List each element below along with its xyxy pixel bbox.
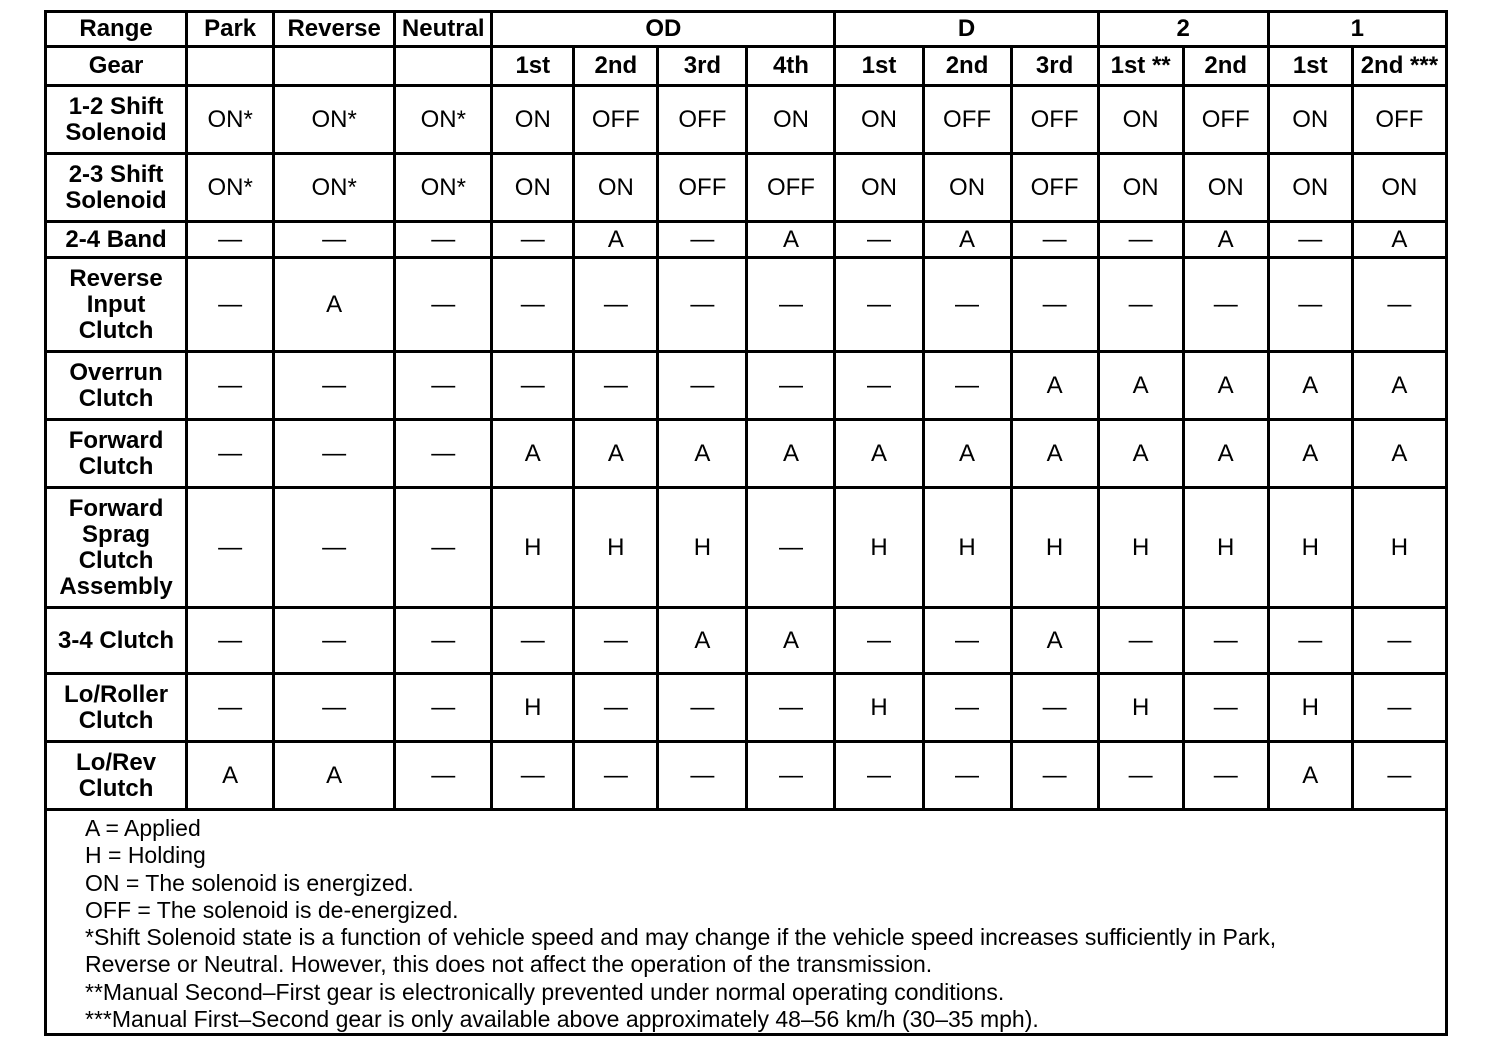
gear-cell: 1st [835,47,923,86]
notes-row [46,810,1447,1035]
table-cell: — [274,420,395,488]
table-cell: A [1268,352,1352,420]
note-line: ***Manual First–Second gear is only available above approximately 48–56 km/h (30–35 mph). [85,1006,1039,1033]
table-cell: — [1098,608,1183,674]
table-cell: — [1352,258,1446,352]
table-cell: OFF [658,154,747,222]
table-cell: — [923,352,1011,420]
table-row [46,674,1447,742]
table-cell: — [492,742,574,810]
table-cell: — [923,742,1011,810]
note-line: *Shift Solenoid state is a function of vehicle speed and may change if the vehicle speed increases sufficiently in Park, [85,924,1277,951]
table-cell: — [1352,742,1446,810]
table-cell: — [187,674,274,742]
table-cell: H [1352,488,1446,608]
table-cell: OFF [658,86,747,154]
table-cell: — [835,352,923,420]
table-cell: H [1268,488,1352,608]
table-cell: A [274,742,395,810]
table-cell: — [747,674,835,742]
table-cell: — [923,674,1011,742]
table-cell: — [574,352,658,420]
table-cell: A [747,222,835,258]
table-cell: A [1011,608,1098,674]
table-cell: A [1098,352,1183,420]
table-cell: — [1098,258,1183,352]
gear-cell: 2nd [1183,47,1268,86]
table-cell: A [658,420,747,488]
gear-cell: 2nd [923,47,1011,86]
table-cell: H [923,488,1011,608]
table-cell: — [274,608,395,674]
range-neutral: Neutral [395,12,492,47]
note-line: **Manual Second–First gear is electronically prevented under normal operating conditions. [85,978,1005,1005]
table-cell: — [1011,222,1098,258]
table-cell: — [395,608,492,674]
note-line: OFF = The solenoid is de-energized. [85,896,459,923]
row-label: 3-4 Clutch [46,608,187,674]
table-cell: — [187,258,274,352]
table-cell: A [274,258,395,352]
table-cell: — [395,674,492,742]
table-cell: A [1011,352,1098,420]
table-cell: ON [574,154,658,222]
table-cell: A [1268,742,1352,810]
table-cell: ON [923,154,1011,222]
table-cell: — [747,352,835,420]
table-cell: — [274,488,395,608]
transmission-apply-chart [44,10,1448,1036]
table-cell: ON [747,86,835,154]
table-cell: — [187,420,274,488]
row-label: Forward Clutch [46,420,187,488]
table-cell: — [1098,222,1183,258]
gear-cell: 1st [1268,47,1352,86]
table-cell: — [747,488,835,608]
table-cell: — [658,742,747,810]
table-cell: OFF [1011,86,1098,154]
table-row [46,352,1447,420]
row-label: Lo/Roller Clutch [46,674,187,742]
table-cell: ON* [187,86,274,154]
table-cell: ON [1352,154,1446,222]
table-cell: A [1183,222,1268,258]
table-cell: A [747,608,835,674]
table-cell: — [187,608,274,674]
table-cell: — [835,608,923,674]
table-cell: — [658,352,747,420]
table-row [46,742,1447,810]
table-cell: — [395,420,492,488]
range-od: OD [492,12,835,47]
table-cell: — [923,258,1011,352]
table-cell: H [658,488,747,608]
table-cell: — [1352,674,1446,742]
note-line: ON = The solenoid is energized. [85,869,414,896]
table-cell: H [492,674,574,742]
range-header-row [46,12,1447,47]
table-cell: — [395,742,492,810]
table-cell: — [187,488,274,608]
table-cell: — [658,222,747,258]
table-cell: A [747,420,835,488]
table-cell: — [658,258,747,352]
table-cell: — [747,742,835,810]
table-cell: — [492,258,574,352]
gear-cell: 3rd [1011,47,1098,86]
gear-cell [274,47,395,86]
table-cell: ON [1268,86,1352,154]
table-cell: A [923,222,1011,258]
table-cell: — [187,222,274,258]
note-line: Reverse or Neutral. However, this does not affect the operation of the transmission. [85,951,933,978]
table-cell: — [574,742,658,810]
row-label: 1-2 Shift Solenoid [46,86,187,154]
table-cell: — [574,258,658,352]
table-cell: A [1352,352,1446,420]
range-d: D [835,12,1098,47]
note-line: A = Applied [85,815,201,841]
table-cell: OFF [574,86,658,154]
range-label: Range [46,12,187,47]
table-cell: H [1098,488,1183,608]
component-rows [46,86,1447,810]
table-cell: — [1098,742,1183,810]
table-row [46,222,1447,258]
table-cell: A [658,608,747,674]
table-cell: OFF [1183,86,1268,154]
table-cell: — [395,222,492,258]
row-label: 2-3 Shift Solenoid [46,154,187,222]
table-cell: OFF [1352,86,1446,154]
table-cell: — [1183,674,1268,742]
gear-cell: 1st [492,47,574,86]
row-label: Overrun Clutch [46,352,187,420]
table-cell: H [1268,674,1352,742]
gear-cell: 3rd [658,47,747,86]
table-row [46,420,1447,488]
table-cell: — [1011,258,1098,352]
range-park: Park [187,12,274,47]
table-cell: A [1183,352,1268,420]
table-cell: — [492,352,574,420]
gear-cell [395,47,492,86]
gear-cell: 4th [747,47,835,86]
table-cell: — [1183,742,1268,810]
table-cell: A [1098,420,1183,488]
table-cell: — [835,258,923,352]
table-cell: — [747,258,835,352]
table-cell: — [574,608,658,674]
table-cell: A [187,742,274,810]
table-cell: H [1098,674,1183,742]
table-cell: — [923,608,1011,674]
table-cell: — [492,608,574,674]
row-label: Forward Sprag Clutch Assembly [46,488,187,608]
table-cell: — [1011,742,1098,810]
row-label: Lo/Rev Clutch [46,742,187,810]
table-row [46,154,1447,222]
table-cell: — [395,352,492,420]
gear-cell: 2nd [574,47,658,86]
table-cell: — [1268,608,1352,674]
table-cell: A [1011,420,1098,488]
table-cell: H [574,488,658,608]
table-cell: ON* [395,86,492,154]
table-cell: A [1268,420,1352,488]
table-row [46,608,1447,674]
table-cell: — [492,222,574,258]
range-1: 1 [1268,12,1446,47]
table-cell: — [1268,258,1352,352]
gear-label: Gear [46,47,187,86]
table-cell: — [274,352,395,420]
table-cell: ON [492,154,574,222]
table-cell: A [574,222,658,258]
table-cell: ON* [274,154,395,222]
table-cell: A [835,420,923,488]
table-cell: A [574,420,658,488]
table-row [46,258,1447,352]
table-cell: — [658,674,747,742]
table-cell: — [1011,674,1098,742]
table-row [46,488,1447,608]
gear-cell: 1st ** [1098,47,1183,86]
table-cell: H [835,488,923,608]
table-cell: — [835,742,923,810]
table-cell: ON [1183,154,1268,222]
table-cell: H [1011,488,1098,608]
table-cell: A [1352,222,1446,258]
table-cell: OFF [923,86,1011,154]
table-cell: A [1183,420,1268,488]
table-cell: ON [835,86,923,154]
row-label: Reverse Input Clutch [46,258,187,352]
table-cell: — [1183,608,1268,674]
row-label: 2-4 Band [46,222,187,258]
gear-cell [187,47,274,86]
range-reverse: Reverse [274,12,395,47]
table-cell: ON* [274,86,395,154]
table-cell: A [1352,420,1446,488]
note-line: H = Holding [85,842,206,869]
gear-cell: 2nd *** [1352,47,1446,86]
table-cell: — [274,222,395,258]
table-cell: ON [1098,154,1183,222]
table-cell: ON [1268,154,1352,222]
table-cell: A [492,420,574,488]
table-cell: ON [835,154,923,222]
table-cell: H [1183,488,1268,608]
table-cell: — [187,352,274,420]
table-row [46,86,1447,154]
table-cell: — [574,674,658,742]
table-cell: H [835,674,923,742]
range-2: 2 [1098,12,1268,47]
gear-header-row [46,47,1447,86]
table-cell: ON [492,86,574,154]
table-cell: — [835,222,923,258]
table-cell: — [1352,608,1446,674]
table-cell: — [1183,258,1268,352]
table-cell: ON* [187,154,274,222]
table-cell: OFF [1011,154,1098,222]
table-cell: — [274,674,395,742]
table-cell: ON* [395,154,492,222]
table-cell: — [395,258,492,352]
table-cell: H [492,488,574,608]
table-cell: — [1268,222,1352,258]
legend-notes [46,810,1447,1035]
table-cell: A [923,420,1011,488]
table-cell: — [395,488,492,608]
table-cell: OFF [747,154,835,222]
table-cell: ON [1098,86,1183,154]
